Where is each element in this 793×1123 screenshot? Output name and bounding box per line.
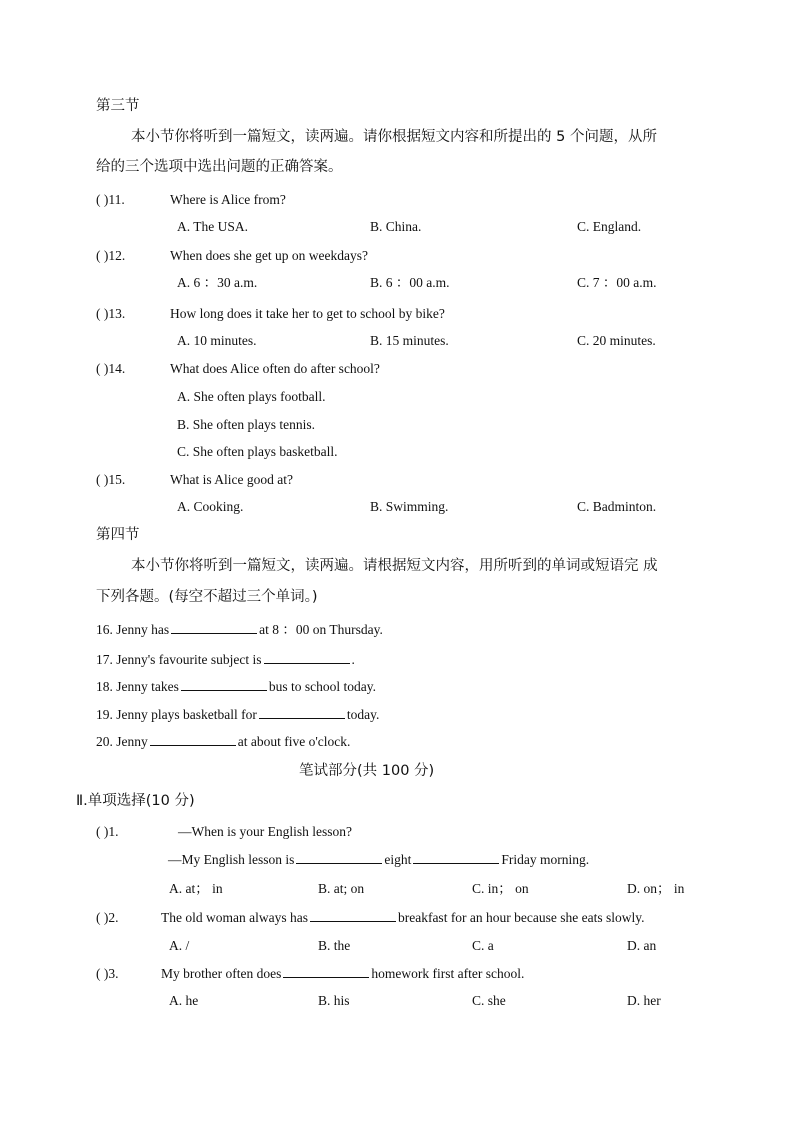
fill-item-16-post: at 8 ：00 on Thursday. (259, 622, 383, 637)
w3-line1-pre: My brother often does (161, 966, 282, 981)
q12-option-c: C. 7 ：00 a.m. (577, 275, 657, 290)
q11-option-c: C. England. (577, 219, 642, 234)
w3-line1 (161, 967, 524, 981)
section4-heading: 第四节 (96, 527, 140, 543)
fill-item-17-post: . (351, 652, 355, 667)
q14-option-b: B. She often plays tennis. (177, 417, 315, 432)
q13-option-b: B. 15 minutes. (370, 333, 449, 348)
q11-option-a: A. The USA. (177, 219, 249, 234)
q15-number: ( )15. (96, 472, 126, 487)
w2-option-b: B. the (318, 938, 351, 953)
q11-text: Where is Alice from? (170, 192, 286, 207)
fill-item-16-pre: 16. Jenny has (96, 622, 170, 637)
w1-option-d: D. on； in (627, 881, 685, 896)
w2-number: ( )2. (96, 910, 119, 925)
section4-intro-line2: 下列各题。(每空不超过三个单词。) (96, 589, 318, 605)
q11-number: ( )11. (96, 192, 125, 207)
q11-option-b: B. China. (370, 219, 422, 234)
answer-blank[interactable] (264, 662, 350, 664)
fill-item-18-post: bus to school today. (268, 679, 376, 694)
w1-line2-post: Friday morning. (501, 852, 590, 867)
section3-intro-line2: 给的三个选项中选出问题的正确答案。 (96, 159, 343, 175)
w1-option-c: C. in； on (472, 881, 529, 896)
fill-item-20-post: at about five o'clock. (237, 734, 351, 749)
q13-text: How long does it take her to get to school by bike? (170, 306, 445, 321)
w1-line2 (168, 853, 589, 867)
q12-number: ( )12. (96, 248, 126, 263)
section3-heading: 第三节 (96, 98, 140, 114)
fill-item-17-pre: 17. Jenny's favourite subject is (96, 652, 262, 667)
answer-blank[interactable] (181, 689, 267, 691)
w2-line1-pre: The old woman always has (161, 910, 308, 925)
fill-item-20 (96, 735, 350, 749)
w3-option-c: C. she (472, 993, 506, 1008)
fill-item-20-pre: 20. Jenny (96, 734, 148, 749)
w2-line1-post: breakfast for an hour because she eats slowly. (397, 910, 645, 925)
answer-blank[interactable] (296, 862, 382, 864)
part-heading: Ⅱ.单项选择(10 分) (76, 793, 195, 809)
answer-blank[interactable] (150, 744, 236, 746)
section4-intro-line1: 本小节你将听到一篇短文，读两遍。请根据短文内容，用所听到的单词或短语完 成 (131, 558, 658, 574)
fill-item-16 (96, 623, 383, 637)
w2-option-d: D. an (627, 938, 657, 953)
w2-option-a: A. / (169, 938, 190, 953)
answer-blank[interactable] (310, 920, 396, 922)
q15-option-a: A. Cooking. (177, 499, 244, 514)
q12-text: When does she get up on weekdays? (170, 248, 368, 263)
w2-line1 (161, 911, 645, 925)
w1-number: ( )1. (96, 824, 119, 839)
answer-blank[interactable] (171, 632, 257, 634)
w1-option-a: A. at； in (169, 881, 223, 896)
fill-item-18-pre: 18. Jenny takes (96, 679, 179, 694)
w1-line2-pre: —My English lesson is (168, 852, 295, 867)
q13-number: ( )13. (96, 306, 126, 321)
answer-blank[interactable] (283, 976, 369, 978)
w3-option-b: B. his (318, 993, 350, 1008)
w3-option-d: D. her (627, 993, 661, 1008)
w2-option-c: C. a (472, 938, 494, 953)
q15-text: What is Alice good at? (170, 472, 293, 487)
w3-line1-post: homework first after school. (371, 966, 525, 981)
fill-item-19-pre: 19. Jenny plays basketball for (96, 707, 257, 722)
q15-option-b: B. Swimming. (370, 499, 449, 514)
q14-text: What does Alice often do after school? (170, 361, 380, 376)
answer-blank[interactable] (259, 717, 345, 719)
answer-blank[interactable] (413, 862, 499, 864)
w1-option-b: B. at; on (318, 881, 365, 896)
q15-option-c: C. Badminton. (577, 499, 657, 514)
q14-number: ( )14. (96, 361, 126, 376)
q14-option-c: C. She often plays basketball. (177, 444, 338, 459)
fill-item-19-post: today. (346, 707, 380, 722)
w1-line2-mid: eight (384, 852, 412, 867)
q12-option-a: A. 6 ：30 a.m. (177, 275, 258, 290)
q13-option-c: C. 20 minutes. (577, 333, 656, 348)
w1-line1: —When is your English lesson? (178, 824, 352, 839)
fill-item-19 (96, 708, 379, 722)
fill-item-18 (96, 680, 376, 694)
fill-item-17 (96, 653, 355, 667)
written-title: 笔试部分(共 100 分) (299, 763, 435, 779)
section3-intro-line1: 本小节你将听到一篇短文，读两遍。请你根据短文内容和所提出的 5 个问题，从所 (131, 129, 657, 145)
q13-option-a: A. 10 minutes. (177, 333, 257, 348)
w3-option-a: A. he (169, 993, 199, 1008)
w3-number: ( )3. (96, 966, 119, 981)
q12-option-b: B. 6 ：00 a.m. (370, 275, 450, 290)
q14-option-a: A. She often plays football. (177, 389, 326, 404)
